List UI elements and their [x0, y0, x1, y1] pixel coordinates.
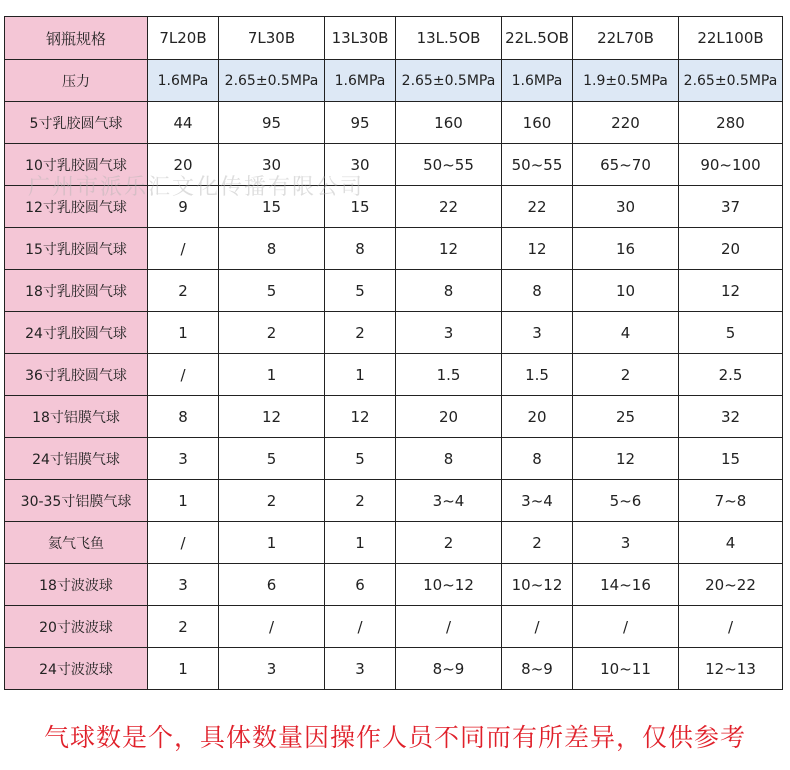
table-cell: 2 — [148, 270, 219, 312]
table-cell: 2 — [502, 522, 573, 564]
table-cell: 8 — [325, 228, 396, 270]
table-cell: 1 — [148, 480, 219, 522]
table-row — [5, 522, 783, 564]
table-cell: 7~8 — [679, 480, 783, 522]
table-cell: 2 — [573, 354, 679, 396]
table-cell: 12 — [679, 270, 783, 312]
table-cell: 2 — [325, 480, 396, 522]
row-label: 24寸乳胶圆气球 — [5, 312, 148, 354]
column-header: 22L70B — [573, 17, 679, 60]
table-cell: 8 — [219, 228, 325, 270]
table-cell: 8~9 — [396, 648, 502, 690]
table-row — [5, 102, 783, 144]
table-row — [5, 270, 783, 312]
pressure-cell: 2.65±0.5MPa — [396, 60, 502, 102]
table-cell: 12 — [219, 396, 325, 438]
table-cell: 8 — [148, 396, 219, 438]
table-cell: 14~16 — [573, 564, 679, 606]
table-cell: 12 — [325, 396, 396, 438]
row-label: 24寸铝膜气球 — [5, 438, 148, 480]
table-cell: 280 — [679, 102, 783, 144]
table-cell: 3 — [148, 564, 219, 606]
cylinder-balloon-table — [4, 16, 783, 690]
table-cell: 32 — [679, 396, 783, 438]
table-cell: / — [396, 606, 502, 648]
table-cell: 5 — [325, 438, 396, 480]
column-header: 7L30B — [219, 17, 325, 60]
table-cell: 15 — [679, 438, 783, 480]
row-label: 18寸乳胶圆气球 — [5, 270, 148, 312]
table-row — [5, 438, 783, 480]
table-cell: 30 — [219, 144, 325, 186]
table-cell: 22 — [396, 186, 502, 228]
table-cell: 3~4 — [396, 480, 502, 522]
row-label: 36寸乳胶圆气球 — [5, 354, 148, 396]
table-cell: 9 — [148, 186, 219, 228]
row-label: 15寸乳胶圆气球 — [5, 228, 148, 270]
table-cell: 37 — [679, 186, 783, 228]
table-row — [5, 480, 783, 522]
table-cell: / — [219, 606, 325, 648]
footer-note: 气球数是个，具体数量因操作人员不同而有所差异，仅供参考 — [43, 723, 746, 752]
column-header: 22L100B — [679, 17, 783, 60]
table-cell: 1 — [148, 312, 219, 354]
table-cell: 2 — [396, 522, 502, 564]
row-label: 24寸波波球 — [5, 648, 148, 690]
table-cell: 3 — [573, 522, 679, 564]
table-cell: 3 — [148, 438, 219, 480]
table-cell: 30 — [573, 186, 679, 228]
watermark-text: 广州市派乐汇文化传播有限公司 — [28, 175, 365, 200]
pressure-cell: 1.6MPa — [325, 60, 396, 102]
table-cell: 3 — [325, 648, 396, 690]
table-cell: 12 — [573, 438, 679, 480]
table-cell: / — [573, 606, 679, 648]
table-cell: 3 — [219, 648, 325, 690]
table-cell: 5~6 — [573, 480, 679, 522]
table-cell: 44 — [148, 102, 219, 144]
table-cell: 65~70 — [573, 144, 679, 186]
table-cell: 8 — [502, 438, 573, 480]
row-label: 18寸波波球 — [5, 564, 148, 606]
table-row — [5, 396, 783, 438]
row-label: 压力 — [5, 60, 148, 102]
table-row — [5, 186, 783, 228]
table-cell: 10~11 — [573, 648, 679, 690]
table-cell: 2.5 — [679, 354, 783, 396]
table-cell: 2 — [219, 312, 325, 354]
table-row — [5, 564, 783, 606]
header-row — [5, 17, 783, 60]
row-label: 20寸波波球 — [5, 606, 148, 648]
pressure-row — [5, 60, 783, 102]
table-cell: 220 — [573, 102, 679, 144]
column-header: 7L20B — [148, 17, 219, 60]
table-row — [5, 606, 783, 648]
table-cell: 12 — [502, 228, 573, 270]
table-row — [5, 354, 783, 396]
table-cell: / — [325, 606, 396, 648]
table-cell: / — [148, 522, 219, 564]
table-cell: 20 — [396, 396, 502, 438]
table-row — [5, 144, 783, 186]
table-cell: 6 — [219, 564, 325, 606]
row-label: 18寸铝膜气球 — [5, 396, 148, 438]
table-cell: 12~13 — [679, 648, 783, 690]
table-cell: 4 — [679, 522, 783, 564]
table-cell: 3 — [396, 312, 502, 354]
table-cell: / — [502, 606, 573, 648]
table-cell: 1 — [325, 522, 396, 564]
table-cell: 15 — [219, 186, 325, 228]
row-label: 12寸乳胶圆气球 — [5, 186, 148, 228]
pressure-cell: 2.65±0.5MPa — [219, 60, 325, 102]
table-cell: 4 — [573, 312, 679, 354]
row-label: 30-35寸铝膜气球 — [5, 480, 148, 522]
table-cell: 5 — [219, 270, 325, 312]
table-cell: 15 — [325, 186, 396, 228]
table-cell: 20 — [679, 228, 783, 270]
table-cell: 30 — [325, 144, 396, 186]
table-cell: 8 — [396, 438, 502, 480]
table-cell: 3 — [502, 312, 573, 354]
table-cell: / — [148, 228, 219, 270]
table-row — [5, 648, 783, 690]
pressure-cell: 2.65±0.5MPa — [679, 60, 783, 102]
table-cell: 12 — [396, 228, 502, 270]
table-cell: 1 — [219, 522, 325, 564]
corner-cell: 钢瓶规格 — [5, 17, 148, 60]
pressure-cell: 1.6MPa — [502, 60, 573, 102]
table-cell: 50~55 — [396, 144, 502, 186]
table-cell: 5 — [219, 438, 325, 480]
table-cell: 3~4 — [502, 480, 573, 522]
column-header: 13L.5OB — [396, 17, 502, 60]
column-header: 13L30B — [325, 17, 396, 60]
row-label: 5寸乳胶圆气球 — [5, 102, 148, 144]
table-cell: 1 — [148, 648, 219, 690]
row-label: 10寸乳胶圆气球 — [5, 144, 148, 186]
table-cell: 5 — [679, 312, 783, 354]
column-header: 22L.5OB — [502, 17, 573, 60]
table-cell: 22 — [502, 186, 573, 228]
table-cell: 1 — [219, 354, 325, 396]
table-cell: / — [148, 354, 219, 396]
table-cell: 10~12 — [502, 564, 573, 606]
table-cell: 50~55 — [502, 144, 573, 186]
table-cell: 2 — [325, 312, 396, 354]
table-cell: 2 — [148, 606, 219, 648]
table-cell: 90~100 — [679, 144, 783, 186]
pressure-cell: 1.6MPa — [148, 60, 219, 102]
table-cell: 1.5 — [396, 354, 502, 396]
table-cell: 25 — [573, 396, 679, 438]
table-cell: 10~12 — [396, 564, 502, 606]
table-row — [5, 228, 783, 270]
table-cell: 16 — [573, 228, 679, 270]
table-cell: 8~9 — [502, 648, 573, 690]
table-cell: 1 — [325, 354, 396, 396]
table-cell: 20 — [148, 144, 219, 186]
table-cell: 160 — [396, 102, 502, 144]
table-cell: 20 — [502, 396, 573, 438]
spec-table-wrapper — [4, 16, 783, 690]
table-cell: 1.5 — [502, 354, 573, 396]
table-cell: 8 — [396, 270, 502, 312]
table-cell: 160 — [502, 102, 573, 144]
table-cell: 2 — [219, 480, 325, 522]
table-row — [5, 312, 783, 354]
table-cell: 6 — [325, 564, 396, 606]
table-cell: 10 — [573, 270, 679, 312]
pressure-cell: 1.9±0.5MPa — [573, 60, 679, 102]
table-cell: 20~22 — [679, 564, 783, 606]
table-cell: 8 — [502, 270, 573, 312]
table-cell: 95 — [325, 102, 396, 144]
table-cell: 5 — [325, 270, 396, 312]
row-label: 氦气飞鱼 — [5, 522, 148, 564]
table-cell: / — [679, 606, 783, 648]
table-cell: 95 — [219, 102, 325, 144]
